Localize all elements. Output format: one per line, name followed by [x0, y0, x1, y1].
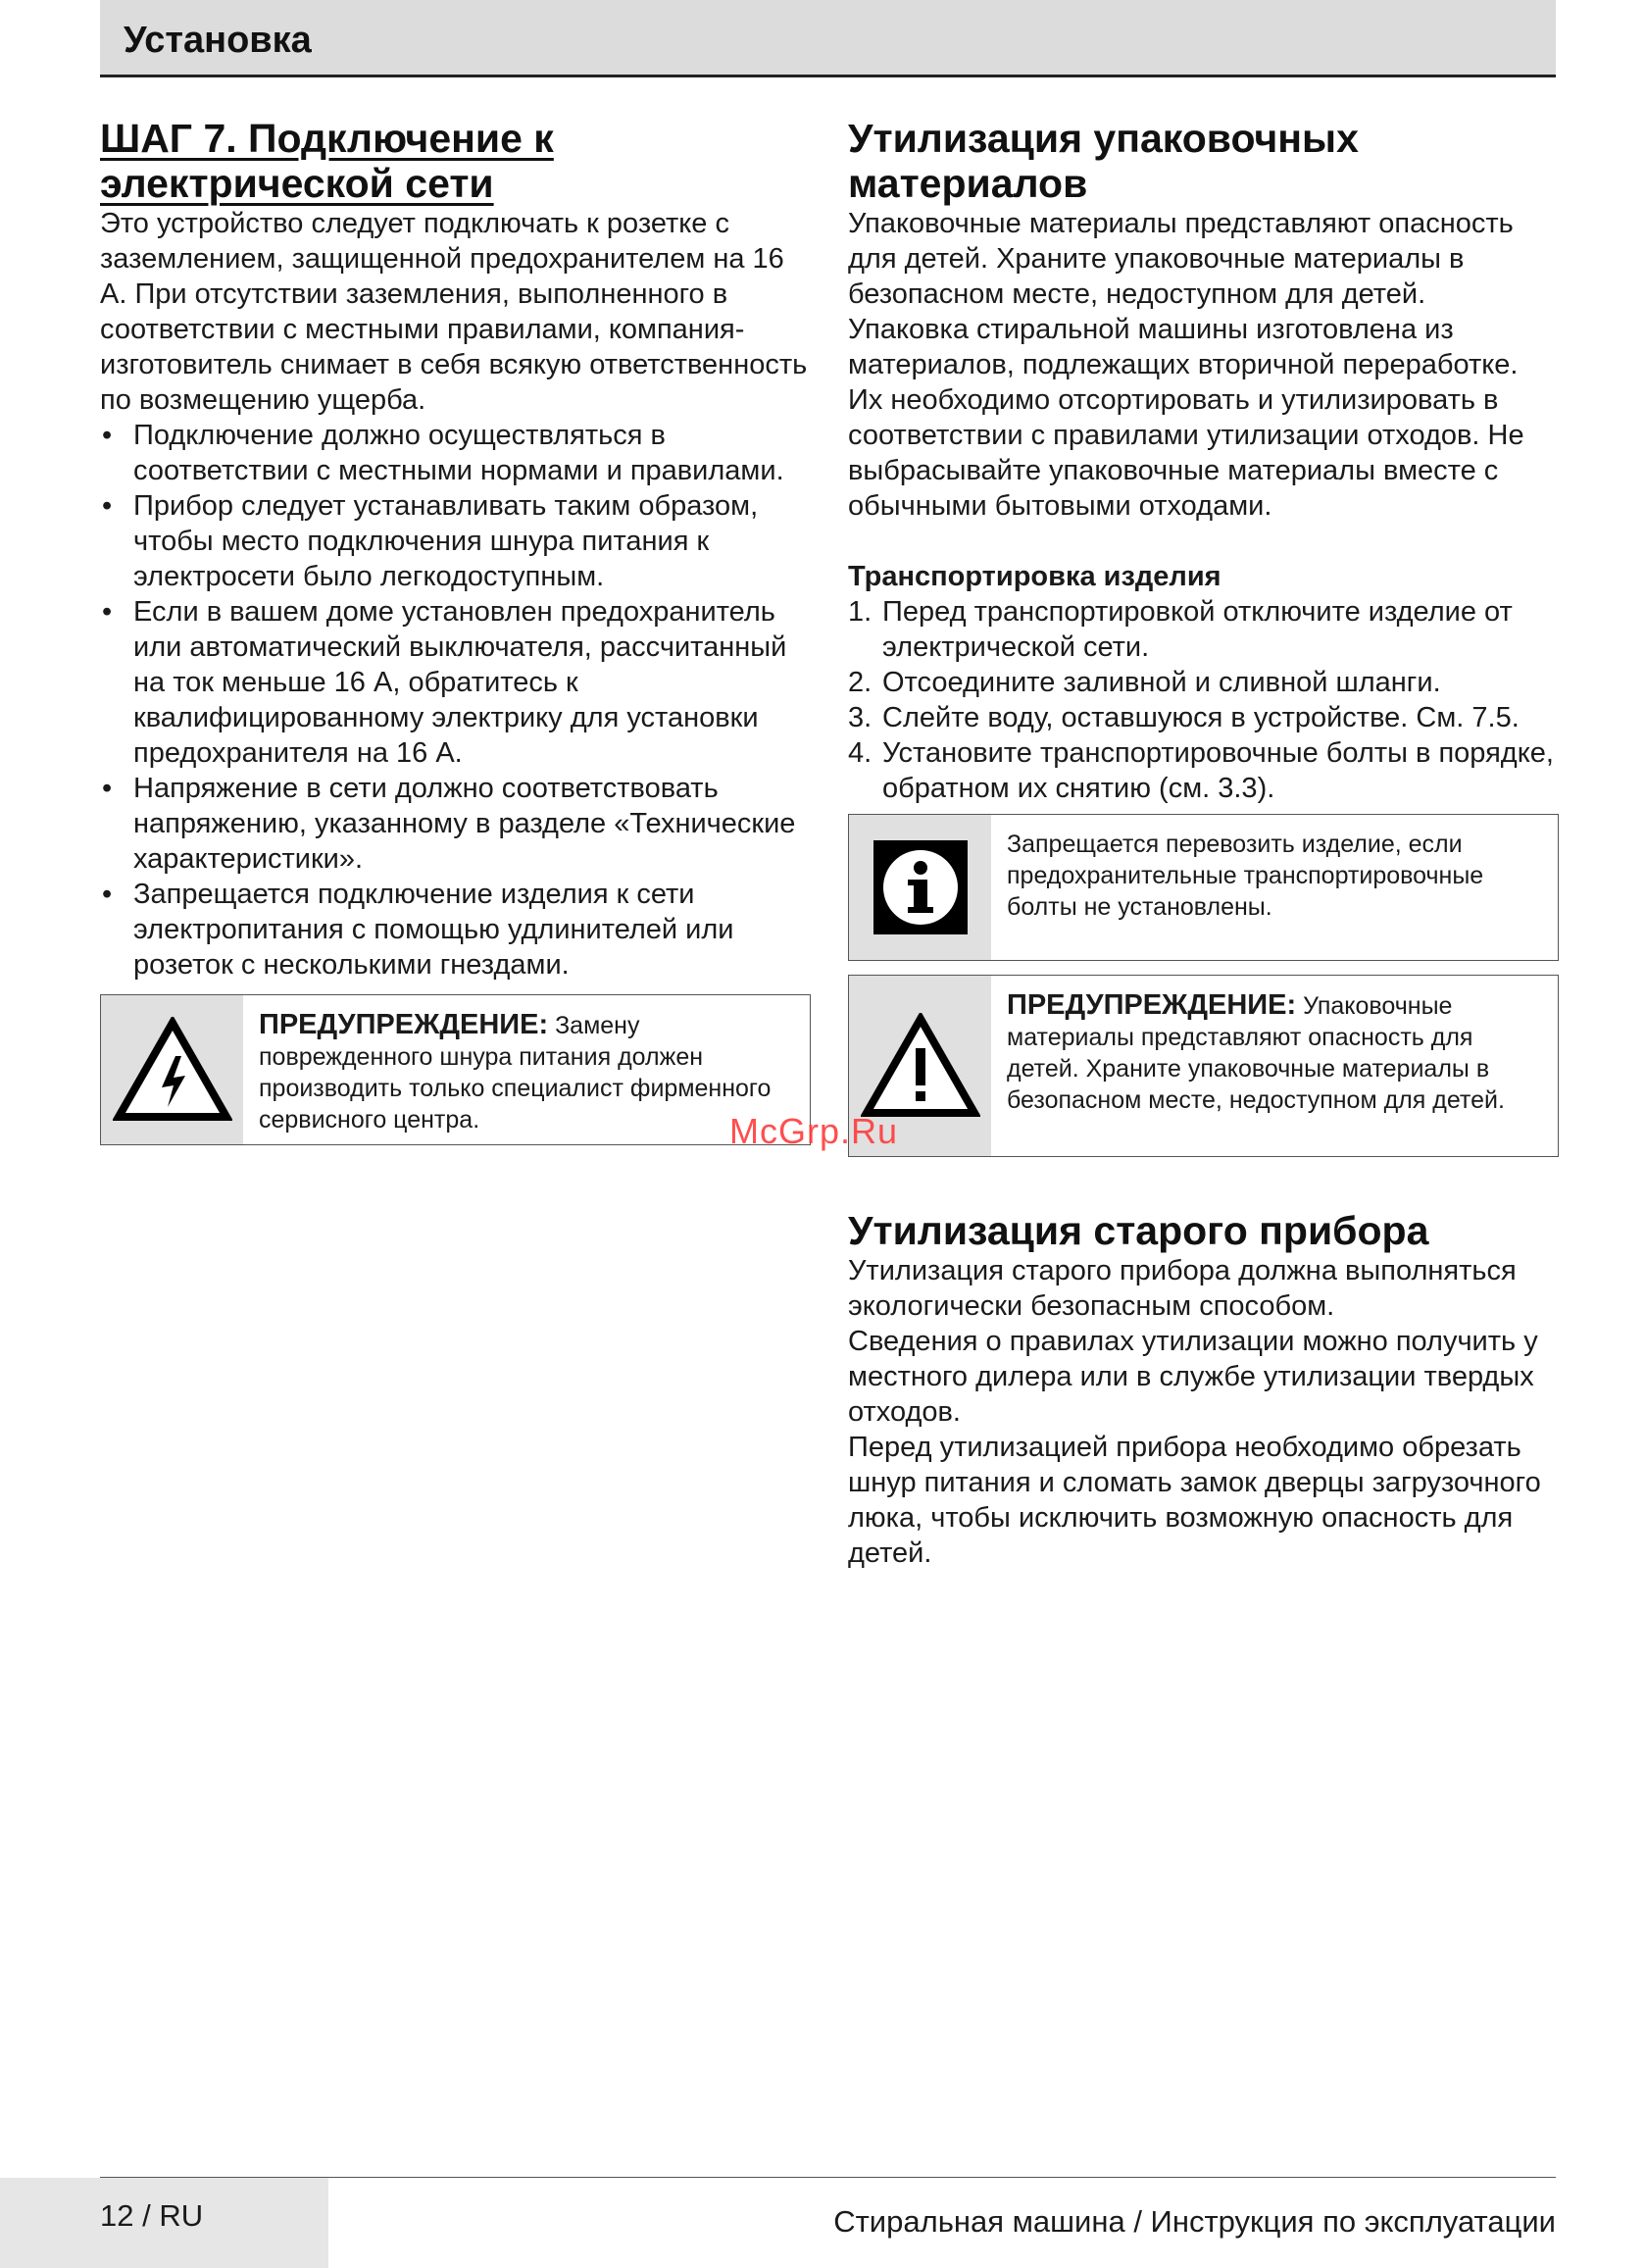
packaging-heading [848, 116, 1559, 206]
high-voltage-icon [101, 995, 243, 1144]
watermark: McGrp.Ru [729, 1111, 899, 1151]
packaging-paragraph-1: Упаковочные материалы представляют опасность для детей. Храните упаковочные материалы в безопасном месте, недоступном для детей. [848, 208, 1514, 310]
step-number: 1. [848, 596, 872, 628]
list-item [848, 700, 1559, 735]
list-item: • Напряжение в сети должно соответствовать напряжению, указанному в разделе «Технические характеристики». [100, 771, 811, 877]
electric-warning-box [100, 994, 811, 1145]
header-bar [100, 0, 1556, 77]
list-item [848, 735, 1559, 806]
info-note-text: Запрещается перевозить изделие, если предохранительные транспортировочные болты не установлены. [1007, 831, 1484, 921]
right-column [848, 116, 1559, 1571]
page-number: 12 / RU [100, 2198, 204, 2233]
list-item [848, 594, 1559, 665]
left-column [100, 116, 811, 1145]
packaging-warning-box [848, 975, 1559, 1157]
step-number: 4. [848, 737, 872, 769]
list-item [848, 665, 1559, 700]
step-text: Отсоедините заливной и сливной шланги. [882, 667, 1441, 698]
step-number: 2. [848, 667, 872, 698]
intro-paragraph: Это устройство следует подключать к розетке с заземлением, защищенной предохранителем на 16 А. При отсутствии заземления, выполненного в соответствии с местными правилами, компания-изготовитель снимает в себя всякую ответственность по возмещению ущерба. [100, 208, 808, 416]
old-appliance-paragraph-3: Перед утилизацией прибора необходимо обрезать шнур питания и сломать замок дверцы загрузочного люка, чтобы исключить возможную опасность для детей. [848, 1432, 1541, 1569]
footer-divider [100, 2177, 1556, 2178]
transport-subheading: Транспортировка изделия [848, 561, 1221, 592]
packaging-heading-line1: Утилизация упаковочных [848, 116, 1359, 161]
list-item: • Запрещается подключение изделия к сети электропитания с помощью удлинителей или розеток с несколькими гнездами. [100, 877, 811, 983]
old-appliance-paragraph-2: Сведения о правилах утилизации можно получить у местного дилера или в службе утилизации твердых отходов. [848, 1326, 1538, 1428]
packaging-paragraph-2: Упаковка стиральной машины изготовлена из материалов, подлежащих вторичной переработке. Их необходимо отсортировать и утилизировать в соответствии с правилами утилизации отходов. Не выбрасывайте упаковочные материалы вместе с обычными бытовыми отходами. [848, 314, 1524, 522]
transport-steps [848, 594, 1559, 806]
step-text: Перед транспортировкой отключите изделие от электрической сети. [882, 596, 1513, 663]
packaging-heading-line2: материалов [848, 161, 1088, 206]
warning-label: ПРЕДУПРЕЖДЕНИЕ: [259, 1009, 549, 1040]
warning-label: ПРЕДУПРЕЖДЕНИЕ: [1007, 989, 1297, 1021]
list-item: • Прибор следует устанавливать таким образом, чтобы место подключения шнура питания к электросети было легкодоступным. [100, 488, 811, 594]
warning-body: Замену поврежденного шнура питания должен производить только специалист фирменного сервисного центра. [259, 1012, 772, 1134]
list-item: • Подключение должно осуществляться в соответствии с местными нормами и правилами. [100, 418, 811, 488]
info-icon [849, 815, 991, 960]
section-title: Установка [124, 20, 312, 61]
step-text: Слейте воду, оставшуюся в устройстве. См. 7.5. [882, 702, 1520, 733]
step7-heading-line2: электрической сети [100, 161, 494, 206]
warning-body: Упаковочные материалы представляют опасность для детей. Храните упаковочные материалы в безопасном месте, недоступном для детей. [1007, 992, 1505, 1114]
requirements-list [100, 418, 811, 983]
list-item: • Если в вашем доме установлен предохранитель или автоматический выключателя, рассчитанный на ток меньше 16 А, обратитесь к квалифицированному электрику для установки предохранителя на 16 А. [100, 594, 811, 771]
document-title: Стиральная машина / Инструкция по эксплуатации [833, 2204, 1556, 2239]
step-number: 3. [848, 702, 872, 733]
step7-heading-line1: ШАГ 7. Подключение к [100, 116, 554, 161]
old-appliance-heading: Утилизация старого прибора [848, 1208, 1429, 1253]
info-note-box [848, 814, 1559, 961]
step-text: Установите транспортировочные болты в порядке, обратном их снятию (см. 3.3). [882, 737, 1554, 804]
packaging-warning-text [991, 976, 1558, 1156]
electric-warning-text [243, 995, 810, 1144]
old-appliance-paragraph-1: Утилизация старого прибора должна выполняться экологически безопасным способом. [848, 1255, 1517, 1322]
step7-heading [100, 116, 811, 206]
